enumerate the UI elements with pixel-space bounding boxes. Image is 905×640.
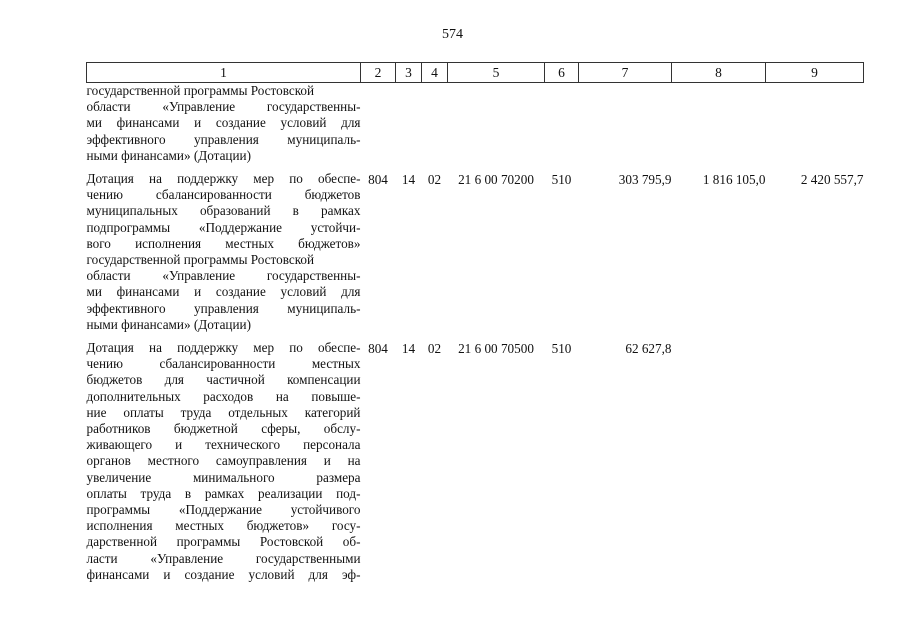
cell-ministry: 804 — [368, 172, 388, 188]
header-col-9: 9 — [766, 63, 864, 83]
budget-table — [86, 62, 864, 583]
desc-line: муниципальных образований в рамках — [86, 203, 361, 219]
cell-ministry: 804 — [368, 341, 388, 357]
cell-target-article: 21 6 00 70500 — [458, 341, 534, 357]
table-row — [87, 333, 864, 583]
desc-line: государственной программы Ростовской — [86, 252, 315, 268]
cell-amount-1 — [579, 83, 672, 165]
header-col-4: 4 — [422, 63, 448, 83]
desc-line: Дотация на поддержку мер по обеспе- — [86, 340, 361, 356]
desc-line: ласти «Управление государственными — [86, 550, 361, 566]
row-description — [87, 333, 361, 583]
cell-amount-2 — [672, 83, 766, 165]
cell-expense-type: 510 — [551, 341, 572, 357]
cell-expense-type: 510 — [551, 172, 572, 188]
cell-target-article — [448, 83, 545, 165]
desc-line: финансами и создание условий для эф- — [86, 566, 361, 582]
desc-line: области «Управление государственны- — [86, 268, 361, 284]
cell-amount-2 — [672, 333, 766, 583]
desc-line: работников бюджетной сферы, обслу- — [86, 421, 361, 437]
desc-line: программы «Поддержание устойчивого — [86, 502, 361, 518]
row-description — [87, 83, 361, 165]
desc-line: ми финансами и создание условий для — [86, 115, 361, 131]
row-description — [87, 164, 361, 333]
desc-line: ние оплаты труда отдельных категорий — [86, 404, 361, 420]
desc-line: дарственной программы Ростовской об- — [86, 534, 361, 550]
cell-expense-type — [545, 83, 579, 165]
cell-section: 14 — [401, 172, 416, 188]
desc-line: бюджетов для частичной компенсации — [86, 372, 361, 388]
cell-subsection: 02 — [427, 172, 442, 188]
cell-section: 14 — [401, 341, 416, 357]
cell-section — [396, 83, 422, 165]
desc-line: государственной программы Ростовской — [86, 83, 315, 98]
page-number: 574 — [442, 27, 463, 42]
header-col-6: 6 — [545, 63, 579, 83]
desc-line: оплаты труда в рамках реализации под- — [86, 485, 361, 501]
desc-line: области «Управление государственны- — [86, 99, 361, 115]
table-row — [87, 83, 864, 165]
desc-line: живающего и технического персонала — [86, 437, 361, 453]
desc-line: эффективного управления муниципаль- — [86, 131, 361, 147]
header-col-2: 2 — [361, 63, 396, 83]
cell-target-article: 21 6 00 70200 — [458, 172, 534, 188]
header-col-3: 3 — [396, 63, 422, 83]
cell-subsection — [422, 83, 448, 165]
header-col-5: 5 — [448, 63, 545, 83]
cell-amount-1: 303 795,9 — [618, 172, 672, 188]
desc-line: Дотация на поддержку мер по обеспе- — [86, 171, 361, 187]
table-row — [87, 164, 864, 333]
cell-amount-3: 2 420 557,7 — [800, 172, 864, 188]
desc-line: ми финансами и создание условий для — [86, 284, 361, 300]
header-col-1: 1 — [87, 63, 361, 83]
header-row — [87, 63, 864, 83]
cell-amount-3 — [766, 333, 864, 583]
desc-line: увеличение минимального размера — [86, 469, 361, 485]
desc-line: ными финансами» (Дотации) — [86, 316, 251, 332]
desc-line: эффективного управления муниципаль- — [86, 300, 361, 316]
desc-line: исполнения местных бюджетов» госу- — [86, 518, 361, 534]
cell-amount-1: 62 627,8 — [625, 341, 672, 357]
cell-amount-3 — [766, 83, 864, 165]
desc-line: подпрограммы «Поддержание устойчи- — [86, 219, 361, 235]
desc-line: органов местного самоуправления и на — [86, 453, 361, 469]
header-col-8: 8 — [672, 63, 766, 83]
cell-amount-2: 1 816 105,0 — [702, 172, 766, 188]
desc-line: вого исполнения местных бюджетов» — [86, 235, 361, 251]
cell-subsection: 02 — [427, 341, 442, 357]
desc-line: чению сбалансированности бюджетов — [86, 187, 361, 203]
cell-ministry — [361, 83, 396, 165]
desc-line: чению сбалансированности местных — [86, 356, 361, 372]
desc-line: ными финансами» (Дотации) — [86, 147, 251, 163]
header-col-7: 7 — [579, 63, 672, 83]
desc-line: дополнительных расходов на повыше- — [86, 388, 361, 404]
